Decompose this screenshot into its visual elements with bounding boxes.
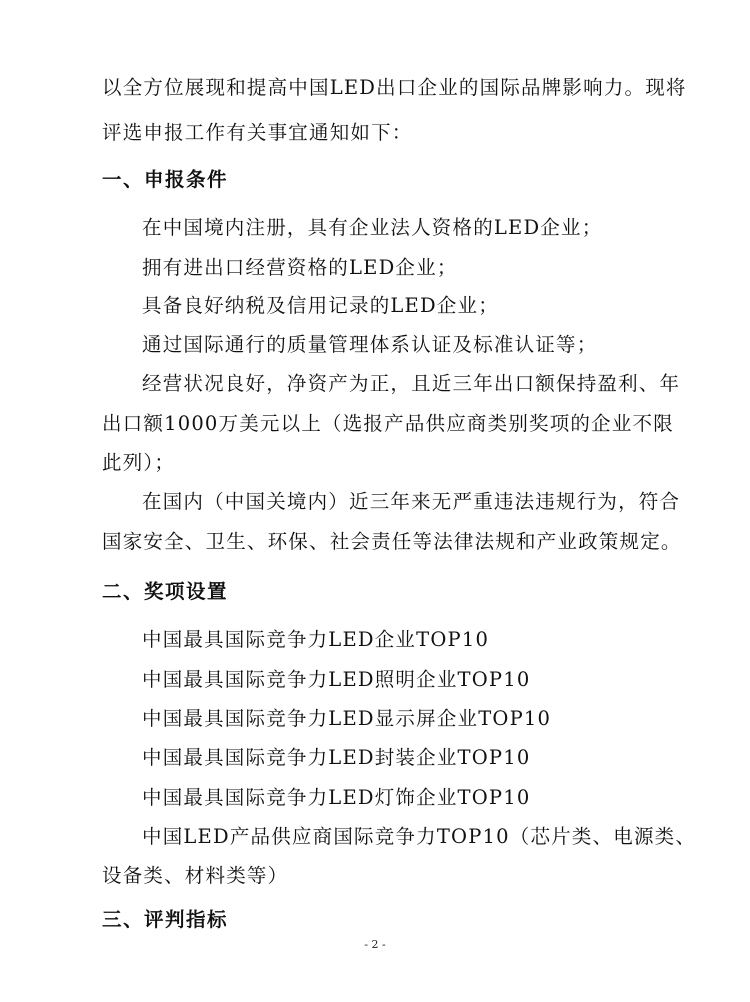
section-1-item-5-line-1: 经营状况良好，净资产为正，且近三年出口额保持盈利、年 <box>142 372 681 395</box>
section-2-item-6-line-2: 设备类、材料类等） <box>102 864 289 887</box>
section-1-item-5-line-2: 出口额1000万美元以上（选报产品供应商类别奖项的企业不限 <box>102 412 674 435</box>
section-2-heading: 二、奖项设置 <box>102 580 229 603</box>
section-2-item-6-line-1: 中国LED产品供应商国际竞争力TOP10（芯片类、电源类、 <box>142 825 697 848</box>
section-3-heading: 三、评判指标 <box>102 908 229 931</box>
section-1-item: 通过国际通行的质量管理体系认证及标准认证等； <box>142 333 598 356</box>
section-2-item: 中国最具国际竞争力LED灯饰企业TOP10 <box>142 786 531 809</box>
intro-line-2: 评选申报工作有关事宜通知如下： <box>102 121 413 144</box>
section-1-item: 拥有进出口经营资格的LED企业； <box>142 256 458 279</box>
section-2-item: 中国最具国际竞争力LED封装企业TOP10 <box>142 746 531 769</box>
section-1-heading: 一、申报条件 <box>102 168 229 191</box>
section-1-item: 具备良好纳税及信用记录的LED企业； <box>142 294 499 317</box>
section-1-item-6-line-1: 在国内（中国关境内）近三年来无严重违法违规行为，符合 <box>142 490 681 513</box>
section-2-item: 中国最具国际竞争力LED企业TOP10 <box>142 628 490 651</box>
intro-line-1: 以全方位展现和提高中国LED出口企业的国际品牌影响力。现将 <box>102 76 687 99</box>
section-2-item: 中国最具国际竞争力LED显示屏企业TOP10 <box>142 707 552 730</box>
section-1-item-6-line-2: 国家安全、卫生、环保、社会责任等法律法规和产业政策规定。 <box>102 530 682 553</box>
section-2-item: 中国最具国际竞争力LED照明企业TOP10 <box>142 668 531 691</box>
page-number: - 2 - <box>364 938 386 951</box>
section-1-item: 在中国境内注册，具有企业法人资格的LED企业； <box>142 216 603 239</box>
section-1-item-5-line-3: 此列）； <box>102 451 176 474</box>
